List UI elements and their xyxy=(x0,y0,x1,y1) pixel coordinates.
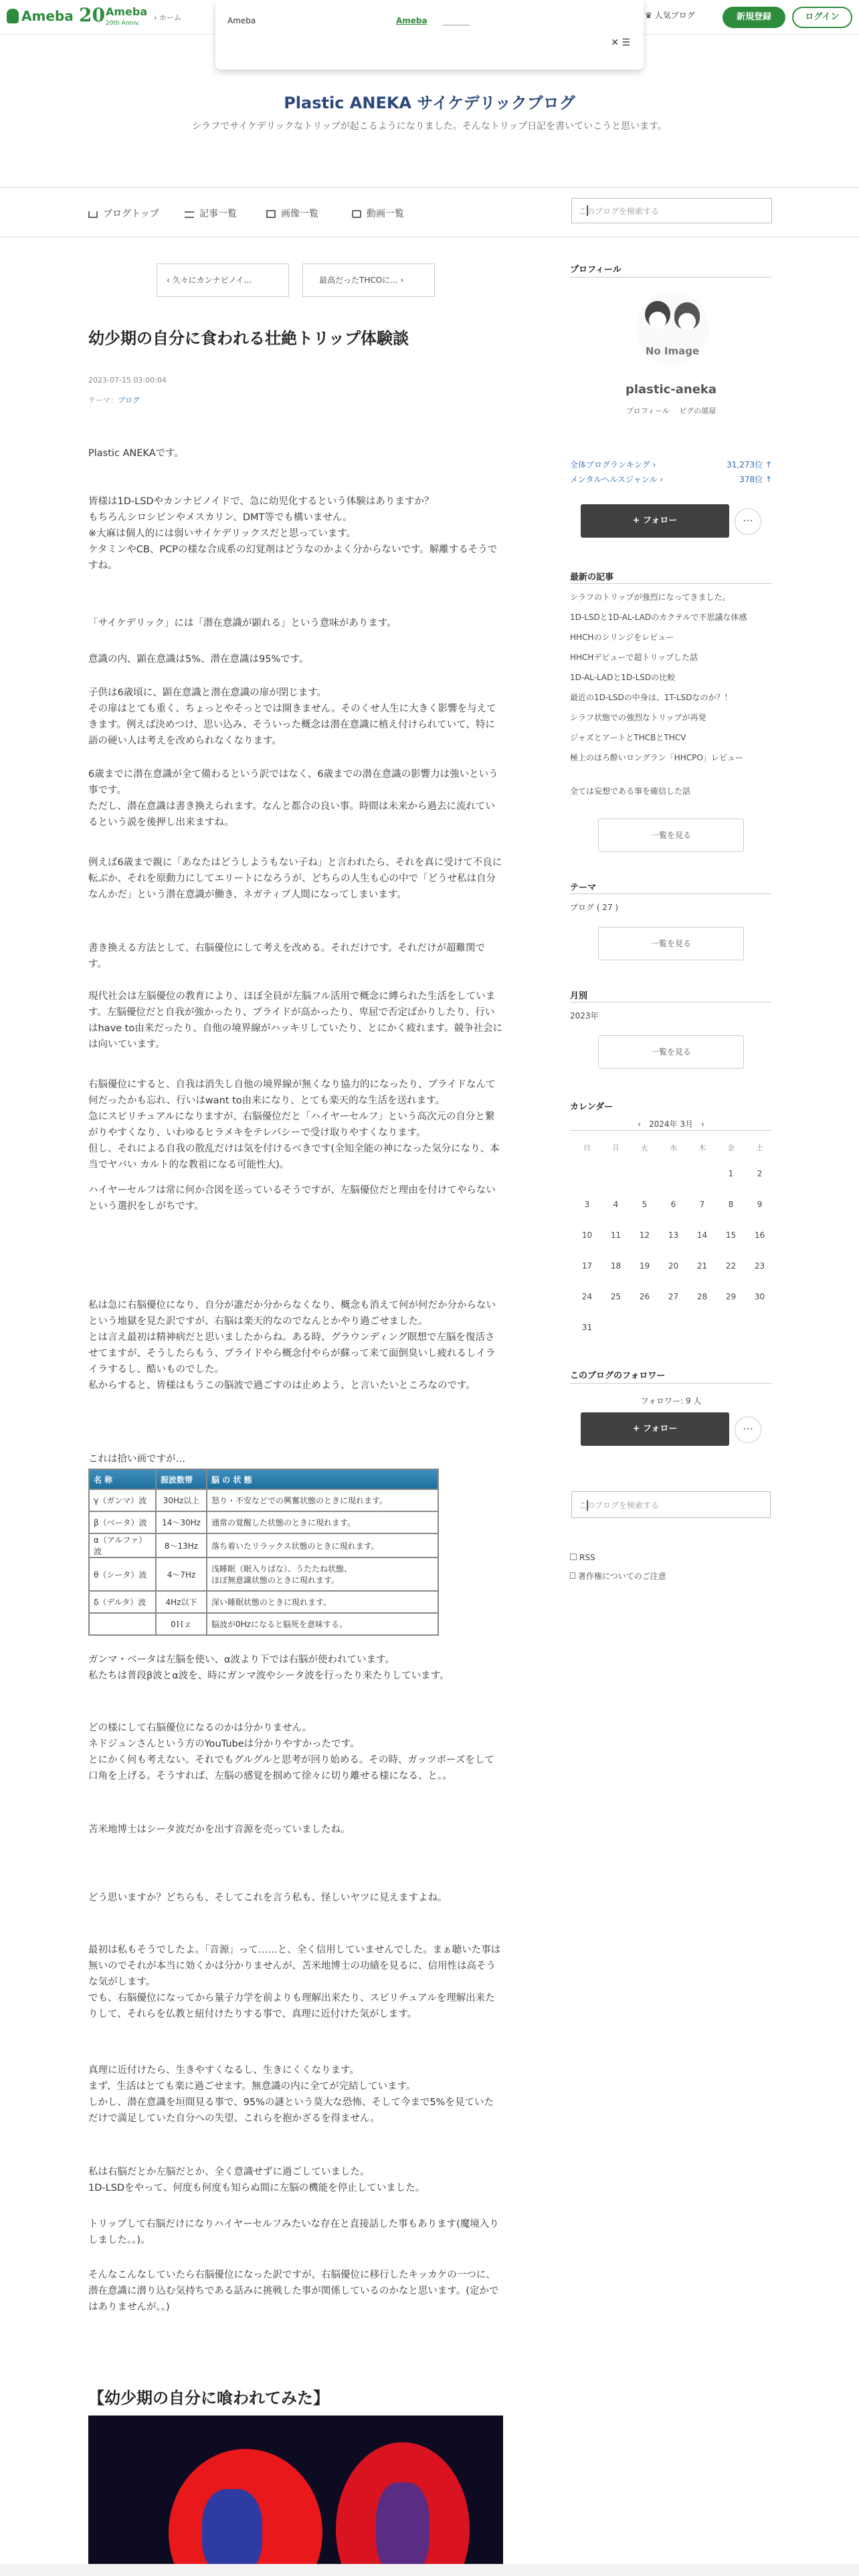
calendar-day[interactable]: 26 xyxy=(639,1292,650,1301)
ameba-logo[interactable] xyxy=(7,8,74,24)
table-cell: 落ち着いたリラックス状態のときに現れます。 xyxy=(207,1533,438,1558)
chevron-left-icon: ‹ xyxy=(167,276,173,285)
recent-item[interactable]: シラフ状態での強烈なトリップが再発 xyxy=(570,713,706,722)
sidebar-search-input[interactable] xyxy=(571,1491,771,1518)
breadcrumb-home[interactable]: › ホーム xyxy=(154,13,181,22)
nav-article-list[interactable] xyxy=(185,207,237,220)
table-cell: 4Hz以下 xyxy=(156,1591,207,1613)
calendar-heading: カレンダー xyxy=(570,1102,613,1112)
table-cell: θ（シータ）波 xyxy=(89,1558,156,1591)
theme-list-button[interactable]: 一覧を見る xyxy=(598,927,744,960)
ad-panel-underline xyxy=(443,16,470,25)
table-row xyxy=(89,1533,438,1558)
image-shape xyxy=(376,2482,430,2576)
paragraph: 現代社会は左脳優位の教育により、ほぼ全員が左脳フル活用で概念に縛られた生活をしています。左脳優位だと自我が強かったり、プライドが高かったり、卑屈で否定ばかりしたり、行いはhave to由来だったり、自他の境界線がハッキリしていたり、とにかく疲れます。競争社会には向いています。 xyxy=(88,991,503,1050)
article-title[interactable]: 幼少期の自分に食われる壮絶トリップ体験談 xyxy=(88,329,409,348)
article-date: 2023-07-15 03:00:04 xyxy=(88,376,167,385)
nav-label: ブログトップ xyxy=(103,209,159,219)
crown-icon: ♛ xyxy=(645,11,652,20)
rank-label: 全体ブログランキング › xyxy=(570,460,656,469)
signup-button[interactable]: 新規登録 xyxy=(723,7,785,28)
list-icon xyxy=(185,211,194,218)
calendar-day[interactable]: 23 xyxy=(754,1261,765,1271)
theme-link[interactable]: ブログ xyxy=(118,396,140,405)
calendar-day[interactable]: 7 xyxy=(699,1200,705,1209)
paragraph: どの様にして右脳優位になるのかは分かりません。 ネドジュンさんという方のYouTubeは分かりやすかったです。 とにかく何も考えない。それでもグルグルと思考が回り始める。その時、ガッツボーズをして口角を上げる。そうすれば、左脳の感覚を掴めて徐々に切り離せる様になる、と。。 xyxy=(88,1723,494,1782)
recent-heading: 最新の記事 xyxy=(570,572,614,582)
close-icon[interactable]: ✕ ☰ xyxy=(611,37,630,48)
paragraph: 皆様は1D-LSDやカンナビノイドで、急に幼児化するという体験はありますか？ もちろんシロシビンやメスカリン、DMT等でも構いません。 ※大麻は個人的には弱いサイケデリックスだと思っています。 ケタミンやCB、PCPの様な合成系の幻覚剤はどうなのかよく分からないです。解離するそうですね。 xyxy=(88,496,498,571)
calendar-weekday: 日 xyxy=(583,1144,591,1152)
paragraph: ハイヤーセルフは常に何か合図を送っているそうですが、左脳優位だと理由を付けてやらないという選択をしがちです。 xyxy=(88,1185,496,1212)
paragraph: 「サイケデリック」には「潜在意識が顕れる」という意味があります。 xyxy=(88,618,397,629)
paragraph: 真理に近付けたら、生きやすくなるし、生きにくくなります。 まず、生活はとても楽に過ごせます。無意識の内に全てが完結しています。 しかし、潜在意識を垣間見る事で、95%の謎という莫大な恐怖、そして今まで5%を見ていただけで満足していた自分への失望、これらを抱かざるを得ません。 xyxy=(88,2065,494,2124)
calendar-day[interactable]: 15 xyxy=(725,1230,737,1240)
prev-article-button[interactable] xyxy=(157,263,289,297)
calendar-day[interactable]: 8 xyxy=(728,1200,734,1209)
search-placeholder: このブログを検索する xyxy=(579,207,660,216)
avatar-shape xyxy=(649,312,666,329)
blog-title[interactable]: Plastic ANEKA サイケデリックブログ xyxy=(284,94,575,112)
article-theme xyxy=(88,395,140,405)
calendar-day[interactable]: 19 xyxy=(639,1261,650,1271)
blog-search-input[interactable] xyxy=(571,198,772,223)
ranking-overall[interactable] xyxy=(570,459,772,470)
rss-label: RSS xyxy=(579,1553,595,1562)
calendar-day[interactable]: 22 xyxy=(725,1261,737,1271)
recent-item[interactable]: 1D-AL-LADと1D-LSDの比較 xyxy=(570,673,676,682)
calendar-day[interactable]: 17 xyxy=(581,1261,593,1271)
more-options-button[interactable]: ··· xyxy=(735,508,761,535)
nav-video-list[interactable] xyxy=(352,207,404,220)
calendar-weekday: 金 xyxy=(727,1144,735,1152)
table-cell: δ（デルタ）波 xyxy=(89,1591,156,1613)
table-row xyxy=(89,1558,438,1591)
month-item[interactable]: 2023年 xyxy=(570,1011,599,1021)
month-heading: 月別 xyxy=(570,991,588,1001)
calendar-day[interactable]: 5 xyxy=(642,1200,648,1209)
recent-item[interactable]: HHCHデビューで超トリップした話 xyxy=(570,653,698,662)
follow-button-bottom[interactable]: + フォロー xyxy=(581,1412,729,1446)
calendar-day[interactable]: 11 xyxy=(610,1230,622,1240)
calendar-day[interactable]: 24 xyxy=(581,1292,593,1301)
recent-item[interactable]: HHCHのシリンジをレビュー xyxy=(570,633,674,642)
nav-label: 画像一覧 xyxy=(281,209,318,219)
paragraph: そんなこんなしていたら右脳優位になった訳ですが、右脳優位に移行したキッカケの一つに、潜在意識に潜り込む気持ちである話みに挑戦した事が関係しているのかなと思います。(定かではありませんが。。) xyxy=(88,2270,499,2313)
paragraph: これは拾い画ですが… xyxy=(88,1454,185,1465)
blog-description: シラフでサイケデリックなトリップが起こるようになりました。そんなトリップ日記を書いていこうと思います。 xyxy=(191,121,668,132)
more-options-button-bottom[interactable]: ··· xyxy=(735,1416,761,1443)
rank-value: 31,273位 ↑ xyxy=(727,460,772,469)
article-subheading: 【幼少期の自分に喰われてみた】 xyxy=(88,2389,329,2407)
recent-list-button[interactable]: 一覧を見る xyxy=(598,819,744,852)
search-placeholder: このブログを検索する xyxy=(579,1501,660,1510)
next-article-button[interactable] xyxy=(302,263,435,297)
recent-item[interactable]: ジャズとアートとTHCBとTHCV xyxy=(570,733,686,742)
table-cell: β（ベータ）波 xyxy=(89,1511,156,1533)
rank-label: メンタルヘルスジャンル › xyxy=(570,475,664,484)
rank-value: 378位 ↑ xyxy=(739,475,772,484)
breadcrumb-home-label: ホーム xyxy=(159,13,181,22)
login-button[interactable]: ログイン xyxy=(792,7,852,28)
divider xyxy=(570,1130,772,1131)
followers-heading: このブログのフォロワー xyxy=(570,1371,666,1381)
anniv-title: Ameba xyxy=(106,5,148,18)
paragraph: ガンマ・ベータは左脳を使い、α波より下では右脳が使われています。 私たちは普段β波とα波を、時にガンマ波やシータ波を行ったり来たりしています。 xyxy=(88,1654,450,1681)
calendar-weekday: 月 xyxy=(612,1144,619,1152)
table-cell: 14〜30Hz xyxy=(156,1511,207,1533)
divider xyxy=(570,1383,772,1384)
paragraph: Plastic ANEKAです。 xyxy=(88,448,184,459)
paragraph: 意識の内、顕在意識は5%、潜在意識は95%です。 xyxy=(88,654,309,665)
brainwave-table xyxy=(88,1469,439,1636)
recent-item[interactable]: 最近の1D-LSDの中身は、1T-LSDなのか？！ xyxy=(570,693,733,702)
paragraph: 書き換える方法として、右脳優位にして考えを改める。それだけです。それだけが超難関です。 xyxy=(88,943,486,970)
chevron-right-icon: › xyxy=(397,276,404,285)
table-header-row xyxy=(89,1469,438,1489)
nav-label: 記事一覧 xyxy=(199,209,237,219)
profile-links[interactable]: プロフィール ピグの部屋 xyxy=(626,407,717,415)
paragraph: 私は右脳だとか左脳だとか、全く意識せずに過ごしていました。 1D-LSDをやって、何度も何度も知らぬ間に左脳の機能を停止していました。 xyxy=(88,2167,425,2193)
nav-blog-top[interactable] xyxy=(88,207,159,220)
popular-blog-label: 人気ブログ xyxy=(654,11,695,20)
calendar-day[interactable]: 3 xyxy=(584,1200,590,1209)
month-list-button[interactable]: 一覧を見る xyxy=(598,1035,744,1069)
theme-item[interactable]: ブログ ( 27 ) xyxy=(570,903,619,912)
calendar-day[interactable]: 1 xyxy=(728,1169,734,1178)
table-cell: 4〜7Hz xyxy=(156,1558,207,1591)
bottom-bar xyxy=(0,2564,859,2576)
home-icon xyxy=(88,211,98,218)
table-row xyxy=(89,1489,438,1511)
paragraph: 苫米地博士はシータ波だかを出す音源を売っていましたね。 xyxy=(88,1824,351,1835)
prev-label: 久々にカンナビノイ... xyxy=(172,276,252,285)
table-cell: 怒り・不安などでの興奮状態のときに現れます。 xyxy=(207,1489,438,1511)
avatar-label: No Image xyxy=(645,345,700,357)
calendar-month-nav[interactable]: ‹ 2024年 3月 › xyxy=(638,1119,704,1129)
divider xyxy=(570,583,772,584)
logo-text: Ameba xyxy=(21,8,74,24)
calendar-day[interactable]: 20 xyxy=(668,1261,679,1271)
calendar-day[interactable]: 18 xyxy=(610,1261,622,1271)
calendar-day[interactable]: 14 xyxy=(696,1230,708,1240)
ranking-genre[interactable] xyxy=(570,473,772,485)
calendar-day[interactable]: 21 xyxy=(696,1261,708,1271)
rss-link[interactable] xyxy=(570,1553,595,1562)
paragraph: 例えば6歳まで親に「あなたはどうしようもない子ね」と言われたら、それを真に受けて不良に転ぶか、それを原動力にしてエリートになろうが、どちらの人生も心の中で「どうせ私は自分なんかだ」という潜在意識が働き、ネガティブ人間になってしまいます。 xyxy=(88,857,502,900)
calendar-day[interactable]: 12 xyxy=(639,1230,650,1240)
recent-item[interactable]: シラフのトリップが強烈になってきました。 xyxy=(570,593,731,602)
blog-nav xyxy=(0,188,859,237)
divider xyxy=(570,893,772,894)
theme-heading: テーマ xyxy=(570,883,597,893)
table-cell: 脳波が0Hzになると脳死を意味する。 xyxy=(207,1613,438,1635)
avatar[interactable] xyxy=(636,292,709,365)
nav-image-list[interactable] xyxy=(266,207,318,220)
table-row xyxy=(89,1613,438,1635)
paragraph: 子供は6歳頃に、顕在意識と潜在意識の扉が閉じます。 その扉はとても重く、ちょっとやそっとでは開きません。そのくせ人生に大きく影響を与えてきます。例えば決めつけ、思い込み、そういった概念は潜在意識に植え付けられていて、特に語の硬い人は考えを改められなくなります。 xyxy=(88,687,496,746)
article-image[interactable] xyxy=(88,2416,503,2576)
paragraph: どう思いますか？どちらも、そしてこれを言う私も、怪しいヤツに見えますよね。 xyxy=(88,1893,448,1903)
calendar-day[interactable]: 29 xyxy=(725,1292,737,1301)
calendar-day[interactable]: 25 xyxy=(610,1292,622,1301)
calendar-day[interactable]: 13 xyxy=(668,1230,679,1240)
header-ad-panel xyxy=(215,0,644,70)
calendar-weekday: 水 xyxy=(670,1144,677,1152)
calendar-weekday: 木 xyxy=(698,1144,706,1152)
image-icon xyxy=(266,210,276,218)
table-header: 名 称 xyxy=(89,1469,156,1489)
followers-count[interactable]: フォロワー: 9 人 xyxy=(640,1396,702,1406)
recent-item[interactable]: 極上のほろ酔いロングラン「HHCPO」レビュー xyxy=(570,753,743,762)
table-row xyxy=(89,1511,438,1533)
follow-button[interactable]: + フォロー xyxy=(581,504,729,538)
copyright-label: 著作権についてのご注意 xyxy=(578,1572,666,1581)
calendar-day[interactable]: 30 xyxy=(754,1292,765,1301)
next-label: 最高だったTHCOに... xyxy=(319,276,398,285)
ad-panel-link[interactable]: Ameba xyxy=(396,16,427,25)
document-icon xyxy=(570,1572,575,1579)
table-cell: 0Ｈｚ xyxy=(156,1613,207,1635)
paragraph: トリップして右脳だけになりハイヤーセルフみたいな存在と直接話した事もあります(魔境入りしました。。)。 xyxy=(88,2219,499,2246)
copyright-link[interactable] xyxy=(570,1570,666,1582)
rss-icon xyxy=(570,1553,577,1560)
avatar-shape xyxy=(678,313,696,330)
calendar-weekday: 土 xyxy=(756,1144,763,1152)
calendar-day[interactable]: 16 xyxy=(754,1230,765,1240)
anniv-number: 20 xyxy=(79,4,105,26)
recent-item[interactable]: 1D-LSDと1D-AL-LADのカクテルで不思議な体感 xyxy=(570,613,747,622)
theme-label: テーマ： xyxy=(88,396,118,405)
table-cell: γ（ガンマ）波 xyxy=(89,1489,156,1511)
table-row xyxy=(89,1591,438,1613)
frog-icon xyxy=(7,9,19,23)
paragraph: 最初は私もそうでしたよ。「音源」って……と、全く信用していませんでした。まぁ聴いた事は無いのでそれが本当に効くかは分かりませんが、苫米地博士の功績を見るに、信用性は高そうな気がします。 でも、右脳優位になってから量子力学を前よりも理解出来たり、スピリチュアルを理解出来たりして、それらを仏教と紐付けたりする事で、真理に近付けた気がします。 xyxy=(88,1945,501,2020)
calendar-day[interactable]: 9 xyxy=(757,1200,763,1209)
table-cell: 30Hz以上 xyxy=(156,1489,207,1511)
table-cell: 深い睡眠状態のときに現れます。 xyxy=(207,1591,438,1613)
calendar-day[interactable]: 28 xyxy=(696,1292,708,1301)
anniv-sub: 20th Anniv. xyxy=(106,20,140,27)
popular-blog-link[interactable] xyxy=(645,9,695,21)
calendar-day[interactable]: 6 xyxy=(670,1200,676,1209)
calendar-day[interactable]: 4 xyxy=(613,1200,619,1209)
video-icon xyxy=(352,210,361,218)
calendar-day[interactable]: 27 xyxy=(668,1292,679,1301)
table-cell: 8〜13Hz xyxy=(156,1533,207,1558)
profile-name[interactable]: plastic-aneka xyxy=(625,383,717,397)
calendar-day[interactable]: 31 xyxy=(581,1323,593,1332)
table-header: 脳 の 状 態 xyxy=(207,1469,438,1489)
table-cell: 浅睡眠（眠入りばな）、うたたね状態、 ほぼ無意識状態のときに現れます。 xyxy=(207,1558,438,1591)
search-icon[interactable] xyxy=(579,205,588,216)
calendar-day[interactable]: 2 xyxy=(757,1169,763,1178)
image-shape xyxy=(202,2489,262,2576)
profile-heading: プロフィール xyxy=(570,265,622,275)
paragraph: 右脳優位にすると、自我は消失し自他の境界線が無くなり協力的になったり、プライドなんて何だったかも忘れ、行いはwant to由来になり、とても楽天的な生活を送れます。 急にスピリチュアルになりますが、右脳優位だと「ハイヤーセルフ」という高次元の自分と繋がりやすくなり、いわゆるヒラメキをテレパシーで受け取りやすくなります。 但し、それによる自我の散乱だけは気を付けるべきです(全知全能の神になった気分になり、本当でヤバい カルト的な教祖になる可能性大)。 xyxy=(88,1079,500,1170)
divider xyxy=(570,277,772,278)
table-cell xyxy=(89,1613,156,1635)
nav-label: 動画一覧 xyxy=(367,209,404,219)
calendar-day[interactable]: 10 xyxy=(581,1230,593,1240)
table-cell: 通常の覚醒した状態のときに現れます。 xyxy=(207,1511,438,1533)
recent-item[interactable]: 全ては妄想である事を確信した話 xyxy=(570,786,691,796)
search-icon[interactable] xyxy=(579,1500,588,1511)
ad-panel-label: Ameba xyxy=(227,16,256,25)
table-header: 振波数帯 xyxy=(156,1469,207,1489)
anniversary-logo[interactable] xyxy=(79,4,166,31)
paragraph: 私は急に右脳優位になり、自分が誰だか分からなくなり、概念も消えて何が何だか分からないという地獄を見た訳ですが、右脳は楽天的なのでなんとかやり過ごせました。 とは言え最初は精神病だと思いましたからね。ある時、グラウンディング瞑想で左脳を復活させてますが、そうしたらもう、プライドやら概念付やらが蘇って来て面倒臭いし疲れるしイライラするし、酷いものでした。 私からすると、皆様はもうこの脳波で過ごすのは止めよう、と言いたいところなのです。 xyxy=(88,1300,496,1391)
paragraph: 6歳までに潜在意識が全て備わるという訳ではなく、6歳までの潜在意識の影響力は強いという事です。 ただし、潜在意識は書き換えられます。なんと都合の良い事。時間は未来から過去に流れているという説を後押し出来ますね。 xyxy=(88,769,498,828)
calendar-weekday: 火 xyxy=(641,1144,648,1152)
table-cell: α（アルファ）波 xyxy=(89,1533,156,1558)
